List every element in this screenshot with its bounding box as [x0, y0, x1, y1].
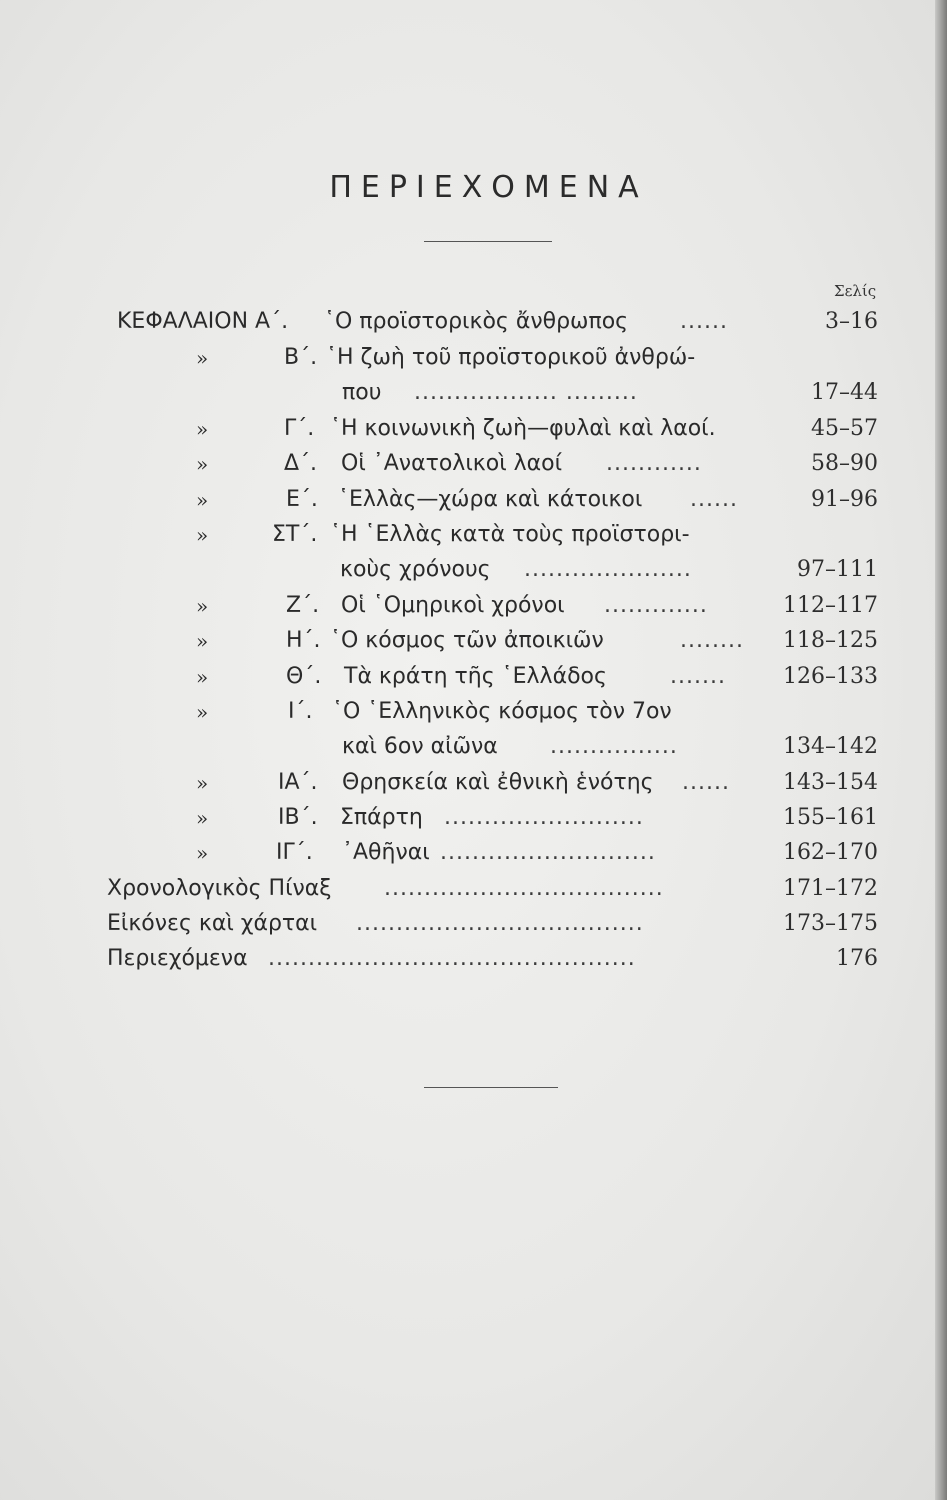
ditto-mark: » [196, 452, 209, 476]
toc-title: Οἱ ῾Ομηρικοὶ χρόνοι [341, 593, 565, 618]
toc-entry [0, 836, 947, 870]
toc-title: που [342, 380, 382, 405]
toc-entry [0, 872, 947, 906]
toc-leader-dots: ............. [604, 593, 708, 618]
toc-chapter: Θ΄. [286, 664, 322, 689]
toc-leader-dots: ................................... [384, 876, 664, 901]
toc-leader-dots: ............ [606, 451, 702, 476]
toc-chapter: Ε΄. [286, 487, 318, 512]
toc-pages: 176 [836, 946, 878, 971]
toc-entry [0, 553, 947, 587]
toc-leader-dots: ...... [680, 309, 728, 334]
toc-pages: 162–170 [783, 840, 878, 865]
toc-entry [0, 766, 947, 800]
toc-title: Τὰ κράτη τῆς ῾Ελλάδος [344, 664, 607, 689]
page-column-label: Σελίς [834, 282, 877, 300]
toc-title: ῾Η ῾Ελλὰς κατὰ τοὺς προϊστορι- [330, 522, 690, 547]
toc-leader-dots: .................. ......... [414, 380, 638, 405]
toc-pages: 134–142 [783, 734, 878, 759]
toc-pages: 171–172 [783, 876, 878, 901]
ditto-mark: » [196, 629, 209, 653]
toc-leader-dots: ....... [670, 664, 726, 689]
toc-title: ῾Η ζωὴ τοῦ προϊστορικοῦ ἀνθρώ- [326, 345, 696, 370]
toc-pages: 173–175 [783, 911, 878, 936]
toc-leader-dots: ........................... [440, 840, 656, 865]
toc-pages: 45–57 [811, 416, 878, 441]
toc-entry [0, 624, 947, 658]
page-title: ΠΕΡΙΕΧΟΜΕΝΑ [329, 170, 648, 205]
toc-leader-dots: ...... [682, 770, 730, 795]
toc-title: Θρησκεία καὶ ἐθνικὴ ἑνότης [342, 770, 654, 795]
toc-chapter: Β΄. [284, 345, 318, 370]
toc-title: Σπάρτη [340, 805, 423, 830]
toc-title: κοὺς χρόνους [340, 557, 491, 582]
toc-entry [0, 376, 947, 410]
toc-pages: 3–16 [825, 309, 878, 334]
toc-entry [0, 695, 947, 729]
toc-chapter: ΣΤ΄. [272, 522, 318, 547]
toc-entry [0, 412, 947, 446]
toc-pages: 155–161 [783, 805, 878, 830]
ditto-mark: » [196, 700, 209, 724]
toc-title: ῾Η κοινωνικὴ ζωὴ—φυλαὶ καὶ λαοί. [330, 416, 716, 441]
toc-chapter: Δ΄. [284, 451, 318, 476]
toc-pages: 17–44 [811, 380, 878, 405]
toc-pages: 118–125 [783, 628, 878, 653]
toc-leader-dots: ................ [550, 734, 678, 759]
toc-pages: 97–111 [797, 557, 878, 582]
title-divider [424, 241, 552, 242]
toc-leader-dots: ...... [690, 487, 738, 512]
toc-entry [0, 730, 947, 764]
toc-entry [0, 483, 947, 517]
toc-leader-dots: .................................... [356, 911, 644, 936]
toc-entry [0, 660, 947, 694]
toc-pages: 126–133 [783, 664, 878, 689]
toc-entry [0, 907, 947, 941]
toc-title: Οἱ ᾿Ανατολικοὶ λαοί [341, 451, 563, 476]
toc-pages: 112–117 [783, 593, 878, 618]
toc-title: καὶ 6ον αἰῶνα [342, 734, 498, 759]
toc-entry [0, 518, 947, 552]
toc-chapter: Ι΄. [288, 699, 313, 724]
toc-title: Περιεχόμενα [107, 946, 248, 971]
toc-leader-dots: ......................... [444, 805, 644, 830]
ditto-mark: » [196, 665, 209, 689]
toc-entry [0, 589, 947, 623]
toc-entry [0, 305, 947, 339]
toc-pages: 143–154 [783, 770, 878, 795]
toc-title: Χρονολογικὸς Πίναξ [107, 876, 332, 901]
toc-title: ῾Ο προϊστορικὸς ἄνθρωπος [324, 309, 629, 334]
toc-chapter: ΙΓ΄. [276, 840, 313, 865]
toc-leader-dots: ........ [680, 628, 744, 653]
toc-entry [0, 942, 947, 976]
toc-leader-dots: ..................... [524, 557, 692, 582]
toc-entry [0, 801, 947, 835]
toc-chapter: Γ΄. [284, 416, 315, 441]
end-divider [424, 1087, 558, 1088]
toc-title: ῾Ο κόσμος τῶν ἀποικιῶν [330, 628, 604, 653]
ditto-mark: » [196, 488, 209, 512]
toc-title: ῾Ελλὰς—χώρα καὶ κάτοικοι [338, 487, 643, 512]
toc-title: Εἰκόνες καὶ χάρται [107, 911, 318, 936]
toc-entry [0, 447, 947, 481]
toc-pages: 58–90 [811, 451, 878, 476]
toc-chapter: ΙΒ΄. [278, 805, 318, 830]
ditto-mark: » [196, 841, 209, 865]
toc-chapter: ΚΕΦΑΛΑΙΟΝ Α΄. [117, 309, 289, 334]
toc-chapter: Ζ΄. [286, 593, 320, 618]
ditto-mark: » [196, 417, 209, 441]
ditto-mark: » [196, 806, 209, 830]
toc-title: ᾿Αθῆναι [342, 840, 430, 865]
toc-chapter: ΙΑ΄. [278, 770, 318, 795]
ditto-mark: » [196, 346, 209, 370]
toc-leader-dots: .............................................. [268, 946, 636, 971]
toc-chapter: Η΄. [286, 628, 321, 653]
ditto-mark: » [196, 523, 209, 547]
ditto-mark: » [196, 594, 209, 618]
toc-title: ῾Ο ῾Ελληνικὸς κόσμος τὸν 7ον [332, 699, 672, 724]
toc-entry [0, 341, 947, 375]
toc-pages: 91–96 [811, 487, 878, 512]
ditto-mark: » [196, 771, 209, 795]
